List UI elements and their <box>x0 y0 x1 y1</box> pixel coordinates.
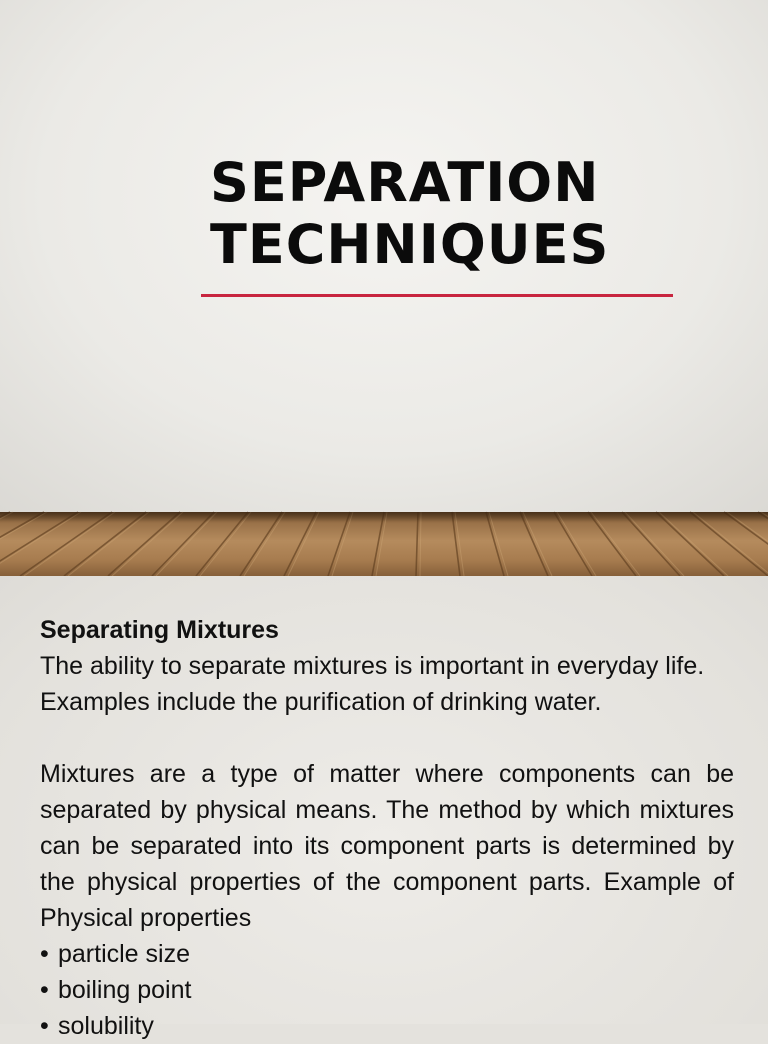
list-item <box>40 972 734 1008</box>
slide-title-line-2: TECHNIQUES <box>210 213 610 276</box>
main-paragraph: Mixtures are a type of matter where components can be separated by physical means. The method by which mixtures can be separated into its component parts is determined by the physical properties of the component parts. Example of Physical properties <box>40 760 734 932</box>
list-item <box>40 1008 734 1044</box>
bullet-glyph: • <box>40 1012 49 1040</box>
content-slide <box>0 576 768 1040</box>
title-slide <box>0 0 768 512</box>
section-heading: Separating Mixtures <box>40 616 279 644</box>
list-item-text: particle size <box>58 940 190 968</box>
content-body <box>40 612 734 1044</box>
floor-shadow <box>0 512 768 522</box>
bullet-glyph: • <box>40 940 49 968</box>
wood-floor-decoration <box>0 512 768 576</box>
intro-paragraph: The ability to separate mixtures is important in everyday life. Examples include the purification of drinking water. <box>40 652 705 716</box>
slide-title-line-1: SEPARATION <box>210 151 600 214</box>
list-item <box>40 936 734 972</box>
list-item-text: solubility <box>58 1012 154 1040</box>
list-item-text: boiling point <box>58 976 192 1004</box>
title-accent-rule <box>201 294 673 297</box>
physical-properties-list <box>40 936 734 1044</box>
bullet-glyph: • <box>40 976 49 1004</box>
slide-title <box>210 152 730 276</box>
